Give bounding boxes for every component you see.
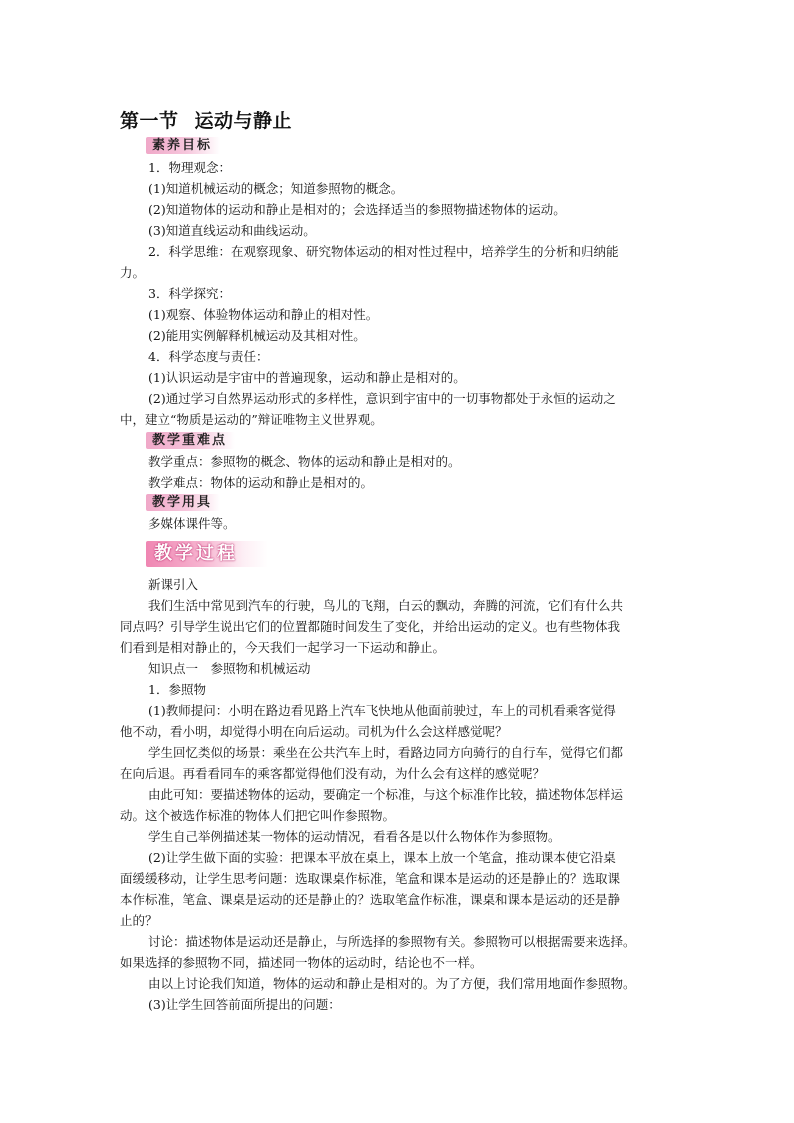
para-1-line-1: (1)教师提问：小明在路边看见路上汽车飞快地从他面前驶过，车上的司机看乘客觉得 (148, 703, 616, 718)
goal-4-heading: 4．科学态度与责任： (148, 349, 269, 364)
goal-1-item-2: (2)知道物体的运动和静止是相对的；会选择适当的参照物描述物体的运动。 (148, 202, 566, 217)
para-4: 学生自己举例描述某一物体的运动情况，看看各是以什么物体作为参照物。 (148, 829, 561, 844)
goal-1-item-3: (3)知道直线运动和曲线运动。 (148, 223, 316, 238)
banner-goals: 素养目标 (146, 137, 220, 154)
para-6-line-2: 如果选择的参照物不同，描述同一物体的运动时，结论也不一样。 (120, 955, 483, 970)
goal-4-item-1: (1)认识运动是宇宙中的普遍现象，运动和静止是相对的。 (148, 370, 466, 385)
banner-process: 教学过程 (146, 541, 268, 567)
para-7: 由以上讨论我们知道，物体的运动和静止是相对的。为了方便，我们常用地面作参照物。 (148, 976, 636, 991)
goal-4-item-2-line-1: (2)通过学习自然界运动形式的多样性，意识到宇宙中的一切事物都处于永恒的运动之 (148, 391, 616, 406)
goal-2-line-1: 2．科学思维：在观察现象、研究物体运动的相对性过程中，培养学生的分析和归纳能 (148, 244, 619, 259)
intro-line-1: 我们生活中常见到汽车的行驶，鸟儿的飞翔，白云的飘动，奔腾的河流，它们有什么共 (148, 598, 624, 613)
section-number: 第一节 (120, 110, 179, 132)
para-2-line-1: 学生回忆类似的场景：乘坐在公共汽车上时，看路边同方向骑行的自行车，觉得它们都 (148, 745, 624, 760)
goal-3-heading: 3．科学探究： (148, 286, 231, 301)
para-6-line-1: 讨论：描述物体是运动还是静止，与所选择的参照物有关。参照物可以根据需要来选择。 (148, 934, 636, 949)
para-5-line-2: 面缓缓移动，让学生思考问题：选取课桌作标准，笔盒和课本是运动的还是静止的？选取课 (120, 871, 621, 886)
para-1-line-2: 他不动，看小明，却觉得小明在向后运动。司机为什么会这样感觉呢？ (120, 724, 508, 739)
knowledge-point-1: 知识点一 参照物和机械运动 (148, 661, 311, 676)
goal-1-heading: 1．物理观念： (148, 160, 231, 175)
intro-line-2: 同点吗？引导学生说出它们的位置都随时间发生了变化，并给出运动的定义。也有些物体我 (120, 619, 621, 634)
goal-1-item-1: (1)知道机械运动的概念；知道参照物的概念。 (148, 181, 404, 196)
goal-2-line-2: 力。 (120, 265, 146, 280)
banner-tools: 教学用具 (146, 494, 220, 511)
goal-3-item-1: (1)观察、体验物体运动和静止的相对性。 (148, 307, 379, 322)
section-name: 运动与静止 (194, 110, 293, 132)
banner-key-points: 教学重难点 (146, 432, 235, 449)
teaching-focus: 教学重点：参照物的概念、物体的运动和静止是相对的。 (148, 454, 461, 469)
tools-text: 多媒体课件等。 (148, 516, 236, 531)
teaching-difficulty: 教学难点：物体的运动和静止是相对的。 (148, 475, 374, 490)
intro-line-3: 们看到是相对静止的，今天我们一起学习一下运动和静止。 (120, 640, 446, 655)
intro-heading: 新课引入 (148, 577, 199, 592)
para-3-line-1: 由此可知：要描述物体的运动，要确定一个标准，与这个标准作比较，描述物体怎样运 (148, 787, 624, 802)
goal-4-item-2-line-2: 中，建立“物质是运动的”辩证唯物主义世界观。 (120, 412, 383, 427)
para-8: (3)让学生回答前面所提出的问题： (148, 997, 341, 1012)
para-5-line-3: 本作标准，笔盒、课桌是运动的还是静止的？选取笔盒作标准，课桌和课本是运动的还是静 (120, 892, 621, 907)
section-title (120, 106, 292, 133)
goal-3-item-2: (2)能用实例解释机械运动及其相对性。 (148, 328, 366, 343)
subheading-reference-object: 1．参照物 (148, 682, 206, 697)
para-3-line-2: 动。这个被选作标准的物体人们把它叫作参照物。 (120, 808, 396, 823)
para-2-line-2: 在向后退。再看看同车的乘客都觉得他们没有动，为什么会有这样的感觉呢？ (120, 766, 546, 781)
para-5-line-1: (2)让学生做下面的实验：把课本平放在桌上，课本上放一个笔盒，推动课本使它沿桌 (148, 850, 616, 865)
para-5-line-4: 止的？ (120, 913, 158, 928)
